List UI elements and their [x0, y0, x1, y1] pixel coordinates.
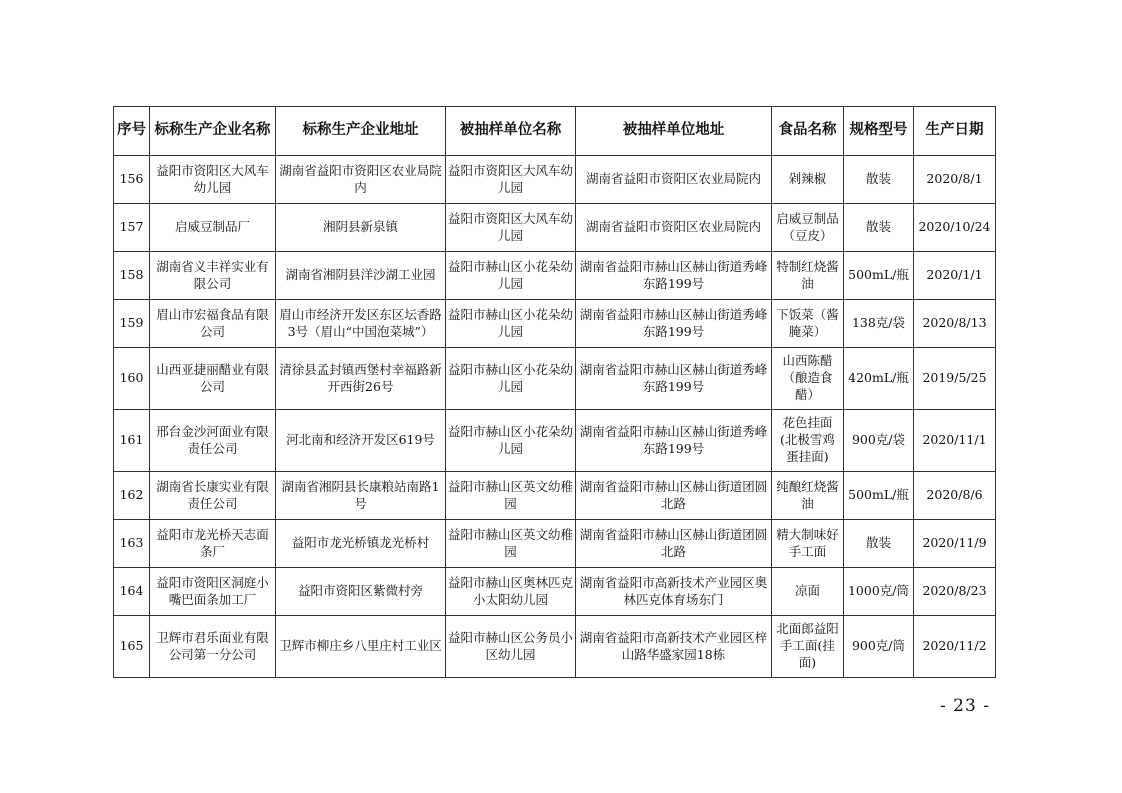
food-name-cell: 纯酿红烧酱油 [772, 472, 844, 520]
manufacturer-name-cell: 山西亚捷丽醋业有限公司 [150, 348, 276, 410]
table-row [114, 348, 996, 410]
food-name-cell: 特制红烧酱油 [772, 252, 844, 300]
manufacturer-address-cell: 清徐县孟封镇西堡村幸福路新开西街26号 [276, 348, 446, 410]
serial-no-cell: 160 [114, 348, 150, 410]
food-name-cell: 凉面 [772, 568, 844, 616]
table-row [114, 568, 996, 616]
sampled-unit-name-cell: 益阳市赫山区英文幼稚园 [446, 472, 576, 520]
production-date-cell: 2020/8/1 [914, 156, 996, 204]
table-row [114, 616, 996, 678]
manufacturer-address-cell: 湖南省湘阴县长康粮站南路1号 [276, 472, 446, 520]
sampling-results-table [113, 106, 996, 678]
sampled-unit-address-cell: 湖南省益阳市资阳区农业局院内 [576, 204, 772, 252]
sampled-unit-name-cell: 益阳市赫山区小花朵幼儿园 [446, 300, 576, 348]
header-serial-no: 序号 [114, 107, 150, 156]
sampled-unit-address-cell: 湖南省益阳市赫山区赫山街道团圆北路 [576, 520, 772, 568]
specification-cell: 散装 [844, 204, 914, 252]
production-date-cell: 2020/8/6 [914, 472, 996, 520]
table-row [114, 520, 996, 568]
manufacturer-name-cell: 益阳市龙光桥天志面条厂 [150, 520, 276, 568]
serial-no-cell: 159 [114, 300, 150, 348]
sampled-unit-address-cell: 湖南省益阳市高新技术产业园区奥林匹克体育场东门 [576, 568, 772, 616]
manufacturer-address-cell: 湖南省湘阴县洋沙湖工业园 [276, 252, 446, 300]
specification-cell: 420mL/瓶 [844, 348, 914, 410]
specification-cell: 散装 [844, 156, 914, 204]
manufacturer-address-cell: 益阳市资阳区紫微村旁 [276, 568, 446, 616]
serial-no-cell: 163 [114, 520, 150, 568]
header-manufacturer-address: 标称生产企业地址 [276, 107, 446, 156]
specification-cell: 138克/袋 [844, 300, 914, 348]
table-row [114, 410, 996, 472]
sampled-unit-address-cell: 湖南省益阳市赫山区赫山街道团圆北路 [576, 472, 772, 520]
header-sampled-unit-name: 被抽样单位名称 [446, 107, 576, 156]
production-date-cell: 2019/5/25 [914, 348, 996, 410]
sampled-unit-name-cell: 益阳市资阳区大风车幼儿园 [446, 156, 576, 204]
manufacturer-address-cell: 湖南省益阳市资阳区农业局院内 [276, 156, 446, 204]
specification-cell: 900克/筒 [844, 616, 914, 678]
sampled-unit-name-cell: 益阳市赫山区公务员小区幼儿园 [446, 616, 576, 678]
sampled-unit-address-cell: 湖南省益阳市资阳区农业局院内 [576, 156, 772, 204]
manufacturer-address-cell: 湘阴县新泉镇 [276, 204, 446, 252]
serial-no-cell: 165 [114, 616, 150, 678]
page-number: - 23 - [940, 696, 990, 716]
production-date-cell: 2020/10/24 [914, 204, 996, 252]
production-date-cell: 2020/8/13 [914, 300, 996, 348]
production-date-cell: 2020/11/1 [914, 410, 996, 472]
sampled-unit-address-cell: 湖南省益阳市赫山区赫山街道秀峰东路199号 [576, 252, 772, 300]
manufacturer-name-cell: 湖南省长康实业有限责任公司 [150, 472, 276, 520]
food-name-cell: 剁辣椒 [772, 156, 844, 204]
table-row [114, 252, 996, 300]
manufacturer-name-cell: 卫辉市君乐面业有限公司第一分公司 [150, 616, 276, 678]
header-production-date: 生产日期 [914, 107, 996, 156]
specification-cell: 散装 [844, 520, 914, 568]
sampled-unit-address-cell: 湖南省益阳市赫山区赫山街道秀峰东路199号 [576, 300, 772, 348]
serial-no-cell: 157 [114, 204, 150, 252]
table-row [114, 204, 996, 252]
manufacturer-address-cell: 眉山市经济开发区东区坛香路3号（眉山“中国泡菜城”） [276, 300, 446, 348]
header-food-name: 食品名称 [772, 107, 844, 156]
serial-no-cell: 164 [114, 568, 150, 616]
food-name-cell: 精大制味好手工面 [772, 520, 844, 568]
production-date-cell: 2020/8/23 [914, 568, 996, 616]
specification-cell: 500mL/瓶 [844, 472, 914, 520]
manufacturer-name-cell: 湖南省义丰祥实业有限公司 [150, 252, 276, 300]
sampled-unit-address-cell: 湖南省益阳市高新技术产业园区梓山路华盛家园18栋 [576, 616, 772, 678]
food-name-cell: 北面郎益阳手工面(挂面) [772, 616, 844, 678]
sampled-unit-name-cell: 益阳市赫山区奥林匹克小太阳幼儿园 [446, 568, 576, 616]
sampled-unit-address-cell: 湖南省益阳市赫山区赫山街道秀峰东路199号 [576, 348, 772, 410]
manufacturer-address-cell: 河北南和经济开发区619号 [276, 410, 446, 472]
header-sampled-unit-address: 被抽样单位地址 [576, 107, 772, 156]
production-date-cell: 2020/11/9 [914, 520, 996, 568]
food-name-cell: 下饭菜（酱腌菜） [772, 300, 844, 348]
table-header-row [114, 107, 996, 156]
specification-cell: 500mL/瓶 [844, 252, 914, 300]
serial-no-cell: 156 [114, 156, 150, 204]
manufacturer-address-cell: 卫辉市柳庄乡八里庄村工业区 [276, 616, 446, 678]
production-date-cell: 2020/1/1 [914, 252, 996, 300]
sampled-unit-name-cell: 益阳市赫山区小花朵幼儿园 [446, 348, 576, 410]
sampled-unit-name-cell: 益阳市资阳区大风车幼儿园 [446, 204, 576, 252]
header-manufacturer-name: 标称生产企业名称 [150, 107, 276, 156]
sampled-unit-address-cell: 湖南省益阳市赫山区赫山街道秀峰东路199号 [576, 410, 772, 472]
manufacturer-address-cell: 益阳市龙光桥镇龙光桥村 [276, 520, 446, 568]
sampled-unit-name-cell: 益阳市赫山区英文幼稚园 [446, 520, 576, 568]
manufacturer-name-cell: 益阳市资阳区洞庭小嘴巴面条加工厂 [150, 568, 276, 616]
manufacturer-name-cell: 邢台金沙河面业有限责任公司 [150, 410, 276, 472]
food-name-cell: 启威豆制品（豆皮） [772, 204, 844, 252]
manufacturer-name-cell: 眉山市宏福食品有限公司 [150, 300, 276, 348]
specification-cell: 900克/袋 [844, 410, 914, 472]
sampled-unit-name-cell: 益阳市赫山区小花朵幼儿园 [446, 410, 576, 472]
manufacturer-name-cell: 益阳市资阳区大风车幼儿园 [150, 156, 276, 204]
table-row [114, 300, 996, 348]
table-row [114, 156, 996, 204]
header-specification: 规格型号 [844, 107, 914, 156]
production-date-cell: 2020/11/2 [914, 616, 996, 678]
specification-cell: 1000克/筒 [844, 568, 914, 616]
serial-no-cell: 161 [114, 410, 150, 472]
manufacturer-name-cell: 启威豆制品厂 [150, 204, 276, 252]
table-row [114, 472, 996, 520]
serial-no-cell: 158 [114, 252, 150, 300]
serial-no-cell: 162 [114, 472, 150, 520]
sampled-unit-name-cell: 益阳市赫山区小花朵幼儿园 [446, 252, 576, 300]
food-name-cell: 山西陈醋（酿造食醋） [772, 348, 844, 410]
food-name-cell: 花色挂面(北极雪鸡蛋挂面) [772, 410, 844, 472]
